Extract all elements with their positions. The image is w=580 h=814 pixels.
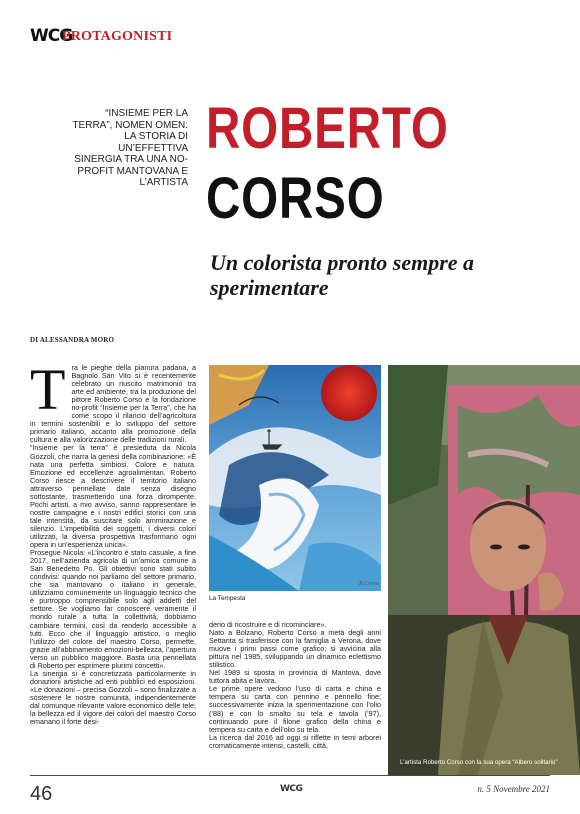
photo-caption: L’artista Roberto Corso con la sua opera “Albero solitario”: [400, 759, 558, 766]
painting-la-tempesta: [209, 365, 381, 591]
painting-caption: La Tempesta: [209, 595, 246, 602]
svg-text:R.Corso: R.Corso: [359, 581, 379, 587]
paragraph: derio di ricostruire e di ricominciare».: [209, 620, 327, 629]
artist-photo: [388, 365, 580, 775]
paragraph: La ricerca dal 2016 ad oggi si riflette in temi arborei cromaticamente intensi, castelli, città,: [209, 732, 381, 750]
paragraph: Le prime opere vedono l’uso di carta e china e tempera su carta con pennino e pennello fine; successivamente inizia la sperimentazione con l’olio (’88) e con lo smalto su tela e tavola (’97), continuando pure il filone grafico della china e tempera su carta e dell’olio su tela.: [209, 684, 381, 734]
paragraph: ra le pieghe della pianura padana, a Bagnolo San Vito si è recentemente celebrato un riuscito matrimonio tra arte ed ambiente, tra la produzione del pittore Roberto Corso e la fondazione no-profit “Insieme per la Terra”, che ha come scopo il rilancio dell’agricoltura in termini sostenibili e lo sviluppo del settore primario italiano, accanto alla promozione della cultura e alla valorizzazione delle tradizioni rurali.: [30, 363, 196, 445]
paragraph: Nato a Bolzano, Roberto Corso a metà degli anni Settanta si trasferisce con la famiglia a Verona, dove muove i primi passi come grafico; si avvicina alla pittura nel 1985, sviluppando un dinamico eclettismo stilistico.: [209, 628, 381, 670]
paragraph: “Insieme per la terra” è presieduta da Nicola Gozzoli, che narra la genesi della combinazione: «È nata una perfetta simbiosi. Colore e natura. Emozione ed eccellenze agroalimentari. Roberto Corso riesce a descrivere il territorio italiano attraverso pennellate date senza disegno sottostante, trasmettendo una forza dirompente. Pochi artisti, a mio avviso, sanno rappresentare le nostre campagne e i nostri edifici storici con una tale intensità, da suscitare solo ammirazione e silenzio. L’impetibilità dei soggetti, i diversi colori utilizzati, la diversa prospettiva trasformano ogni opera in un’esperienza unica».: [30, 443, 196, 550]
footer-logo: WCG: [280, 784, 303, 794]
article-title-line2: CORSO: [206, 166, 385, 231]
article-title-line1: ROBERTO: [206, 96, 449, 161]
footer-divider: [30, 775, 550, 776]
paragraph: Nel 1989 si sposta in provincia di Mantova, dove tuttora abita e lavora.: [209, 668, 381, 686]
paragraph: La sinergia si è concretizzata particolarmente in donazioni artistiche ad enti pubblici ed esposizioni. «Le donazioni – precisa Gozzoli – sono finalizzate a sostenere le nostre comunità, indipendentemente dal comunque rilevante valore economico delle tele; la bellezza ed il vigore dei colori del maestro Corso emanano il forte desi-: [30, 668, 196, 727]
artist-photo-illustration: [388, 365, 580, 775]
article-subhead: “INSIEME PER LA TERRA”, NOMEN OMEN: LA STORIA DI UN’EFFETTIVA SINERGIA TRA UNA NO-PROFIT MANTOVANA E L’ARTISTA: [72, 108, 188, 188]
paragraph: Prosegue Nicola: «L’incontro è stato casuale, a fine 2017, nell’azienda agricola di un’amica comune a San Benedetto Po. Gli obiettivi sono stati subito condivisi: quando noi parliamo del settore primario, che sia mantovano o italiano in generale, utilizziamo comunemente un linguaggio tecnico che è purtroppo comprensibile solo agli addetti del settore. Se vogliamo far conoscere veramente il mondo rurale a tutta la collettività, dobbiamo cambiare termini, così da renderlo accessibile a tutti. Ecco che il linguaggio artistico, o meglio l’utilizzo del colore del maestro Corso, permette, grazie all’abbinamento emozioni-bellezza, l’apertura verso un pubblico maggiore. Basta una pennellata di Roberto per esprimere plurimi concetti».: [30, 548, 196, 670]
drop-cap: T: [30, 357, 66, 422]
page-number: 46: [30, 783, 53, 805]
issue-info: n. 5 Novembre 2021: [477, 784, 550, 794]
article-tagline: Un colorista pronto sempre a sperimentare: [210, 250, 475, 300]
magazine-logo: WCG: [30, 26, 73, 46]
text-column-1: [30, 357, 196, 727]
text-column-2: [209, 621, 381, 750]
section-label: PROTAGONISTI: [62, 29, 173, 44]
article-byline: DI ALESSANDRA MORO: [30, 336, 115, 344]
painting-illustration: [209, 365, 381, 591]
